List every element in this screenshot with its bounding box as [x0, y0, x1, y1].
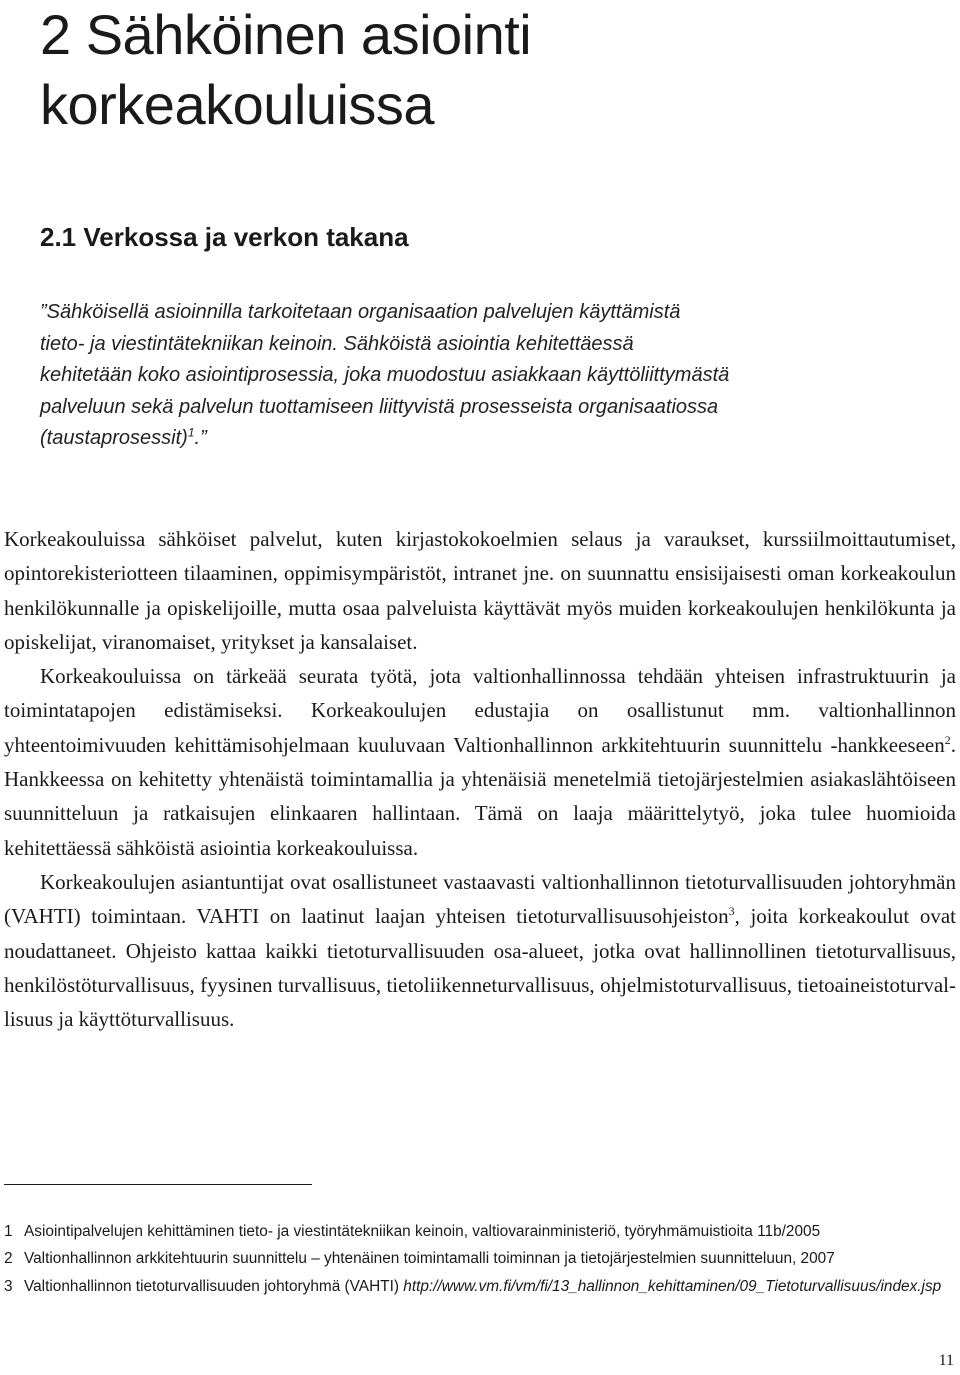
paragraph-2-text-a: Korkeakouluissa on tärkeää seurata työtä, jota valtionhallinnossa tehdään yhteisen infrastruktuurin ja toimintatapojen edistämiseksi. Korkeakoulujen edustajia on osallistunut mm. valtionhallinnon yhteentoimivuuden kehittämisohjelmaan kuuluvaan Valtionhallinnon arkkitehtuurin suunnittelu -hankkeeseen	[4, 664, 956, 757]
paragraph-3-text-a: Korkeakoulujen asiantuntijat ovat osallistuneet vastaavasti valtionhallinnon tietoturvallisuuden johtoryhmän (VAHTI) toimintaan. VAHTI on laatinut laajan yhteisen tietoturvallisuusohjeiston	[4, 869, 956, 929]
footnote-number: 2	[4, 1250, 13, 1268]
footnote-text: Valtionhallinnon arkkitehtuurin suunnittelu – yhtenäinen toimintamalli toiminnan ja tietojärjestelmien suunnitteluun, 2007	[24, 1250, 835, 1268]
section-title: 2.1 Verkossa ja verkon takana	[40, 222, 409, 252]
footnote-number: 3	[4, 1277, 13, 1295]
body-text	[4, 522, 956, 1036]
footnote-link[interactable]: http://www.vm.fi/vm/fi/13_hallinnon_kehittaminen/09_Tietoturvallisuus/index.jsp	[403, 1277, 942, 1295]
paragraph-3	[4, 865, 956, 1036]
footnote-divider	[4, 1184, 312, 1185]
paragraph-2-text-b: . Hankkeessa on kehitetty yhtenäistä toimintamallia ja yhtenäisiä menetelmiä tietojärjestelmien asiakaslähtöiseen suunnitteluun ja ratkaisujen elinkaaren hallintaan. Tämä on laaja määrittelytyö, joka tulee huomioida kehitettäessä sähköistä asiointia korkeakouluissa.	[4, 732, 956, 860]
footnote-3	[4, 1273, 956, 1300]
paragraph-3-text-b: , joita korkeakoulut ovat noudattaneet. Ohjeisto kattaa kaikki tietoturvallisuuden osa-alueet, jotka ovat hallinnollinen tietoturvallisuus, henkilöstöturvallisuus, fyysinen turvallisuus, tietoliikenneturvallisuus, ohjelmistoturvallisuus, tietoaineistoturvallisuus ja käyttöturvallisuus.	[4, 904, 956, 1032]
page-number: 11	[938, 1352, 954, 1369]
quote-text: ”Sähköisellä asioinnilla tarkoitetaan organisaation palvelujen käyttämistä tieto- ja viestintätekniikan keinoin. Sähköistä asiointia kehitettäessä kehitetään koko asiointiprosessia, joka muodostuu asiakkaan käyttöliittymästä palveluun sekä palvelun tuottamiseen liittyvistä prosesseista organisaatiossa (taustaprosessit)	[40, 301, 730, 449]
footnote-number: 1	[4, 1223, 13, 1240]
footnote-1	[4, 1218, 956, 1245]
definition-quote	[40, 297, 730, 455]
quote-end: .”	[194, 427, 207, 449]
chapter-title	[40, 0, 940, 140]
chapter-title-line1: 2 Sähköinen asiointi	[40, 3, 532, 66]
paragraph-1: Korkeakouluissa sähköiset palvelut, kuten kirjastokokoelmien selaus ja varaukset, kurssiilmoittautumiset, opintorekisteriotteen tilaaminen, oppimisympäristöt, intranet jne. on suunnattu ensisijaisesti oman korkeakoulun henkilökunnalle ja opiskelijoille, mutta osaa palveluista käyttävät myös muiden korkeakoulujen henkilökunta ja opiskelijat, viranomaiset, yritykset ja kansalaiset.	[4, 527, 956, 654]
footnotes	[4, 1218, 956, 1300]
footnote-text: Valtionhallinnon tietoturvallisuuden johtoryhmä (VAHTI)	[24, 1277, 404, 1295]
paragraph-2	[4, 659, 956, 865]
footnote-text: Asiointipalvelujen kehittäminen tieto- ja viestintätekniikan keinoin, valtiovarainministeriö, työryhmämuistioita 11b/2005	[24, 1223, 821, 1240]
chapter-title-line2: korkeakouluissa	[40, 73, 435, 136]
footnote-ref-3: 3	[728, 904, 735, 919]
footnote-ref-1: 1	[187, 425, 195, 440]
footnote-ref-2: 2	[944, 732, 951, 747]
footnote-2	[4, 1245, 956, 1272]
